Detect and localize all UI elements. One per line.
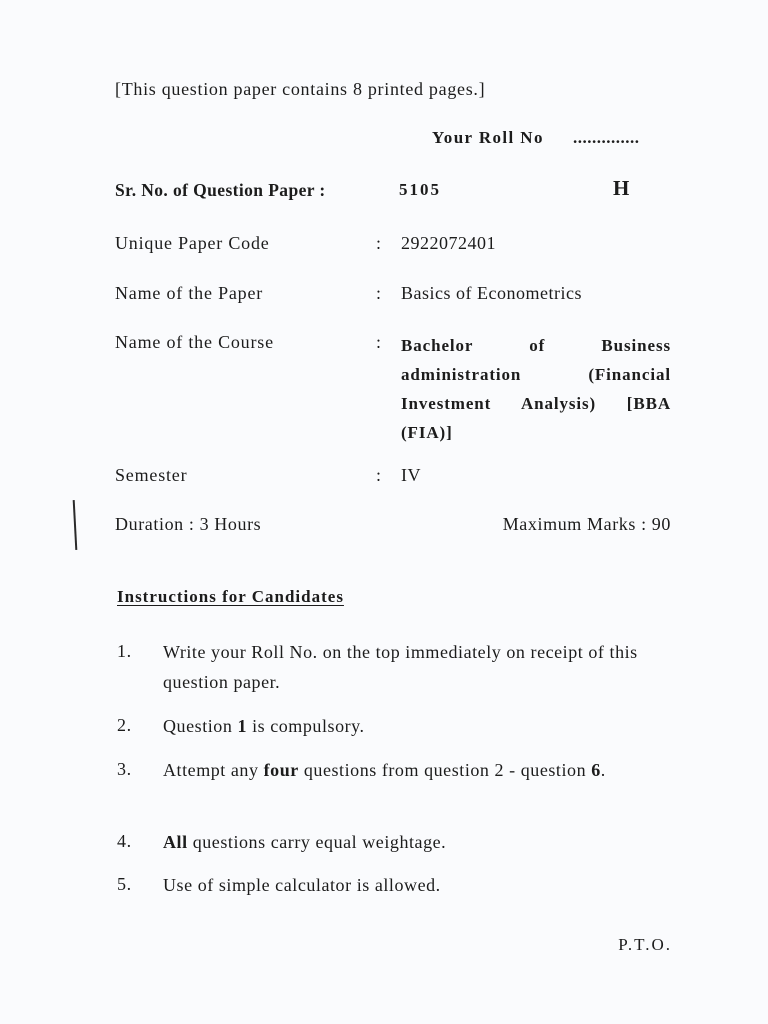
please-turn-over: P.T.O. [618, 935, 672, 954]
instruction-text-part: . [600, 760, 606, 780]
instruction-number: 5. [117, 874, 132, 894]
semester-colon: : [376, 465, 382, 485]
maximum-marks: Maximum Marks : 90 [502, 514, 671, 534]
duration: Duration : 3 Hours [115, 514, 262, 534]
instruction-text [163, 711, 673, 741]
instruction-emphasis: 1 [237, 716, 248, 736]
instruction-text [163, 637, 673, 697]
instruction-text-part: Use of simple calculator is allowed. [163, 875, 441, 895]
semester-value: IV [401, 465, 421, 485]
instruction-text-part: questions carry equal weightage. [187, 832, 447, 852]
set-letter: H [613, 176, 630, 200]
course-name-label: Name of the Course [115, 332, 274, 352]
roll-no-label: Your Roll No [432, 128, 544, 147]
instruction-text-part: is compulsory. [247, 716, 365, 736]
instruction-text [163, 755, 673, 785]
instruction-text-part: Question [163, 716, 238, 736]
roll-no-blank: .............. [573, 128, 640, 147]
instruction-number: 1. [117, 641, 132, 661]
unique-paper-code-colon: : [376, 233, 382, 253]
instruction-number: 2. [117, 715, 132, 735]
sr-no-label: Sr. No. of Question Paper : [115, 180, 326, 200]
instruction-text [163, 827, 673, 857]
instruction-emphasis: 6 [591, 760, 601, 780]
instruction-emphasis: All [163, 832, 188, 852]
instruction-text-part: Write your Roll No. on the top immediately on receipt of this question paper. [163, 642, 638, 692]
unique-paper-code-label: Unique Paper Code [115, 233, 270, 253]
course-name-value: Bachelor of Business administration (Financial Investment Analysis) [BBA (FIA)] [401, 336, 671, 442]
paper-name-value: Basics of Econometrics [401, 283, 582, 303]
instruction-number: 3. [117, 759, 132, 779]
instruction-text [163, 870, 673, 900]
instruction-number: 4. [117, 831, 132, 851]
instruction-text-part: questions from question 2 - question [298, 760, 592, 780]
paper-name-colon: : [376, 283, 382, 303]
sr-no-value: 5105 [399, 180, 441, 199]
instructions-title: Instructions for Candidates [117, 587, 344, 606]
margin-pen-mark [73, 500, 78, 550]
paper-name-label: Name of the Paper [115, 283, 264, 303]
course-name-colon: : [376, 332, 382, 352]
printed-pages-note: [This question paper contains 8 printed pages.] [115, 79, 486, 99]
semester-label: Semester [115, 465, 188, 485]
unique-paper-code-value: 2922072401 [401, 233, 496, 253]
instruction-text-part: Attempt any [163, 760, 264, 780]
instruction-emphasis: four [263, 760, 299, 780]
